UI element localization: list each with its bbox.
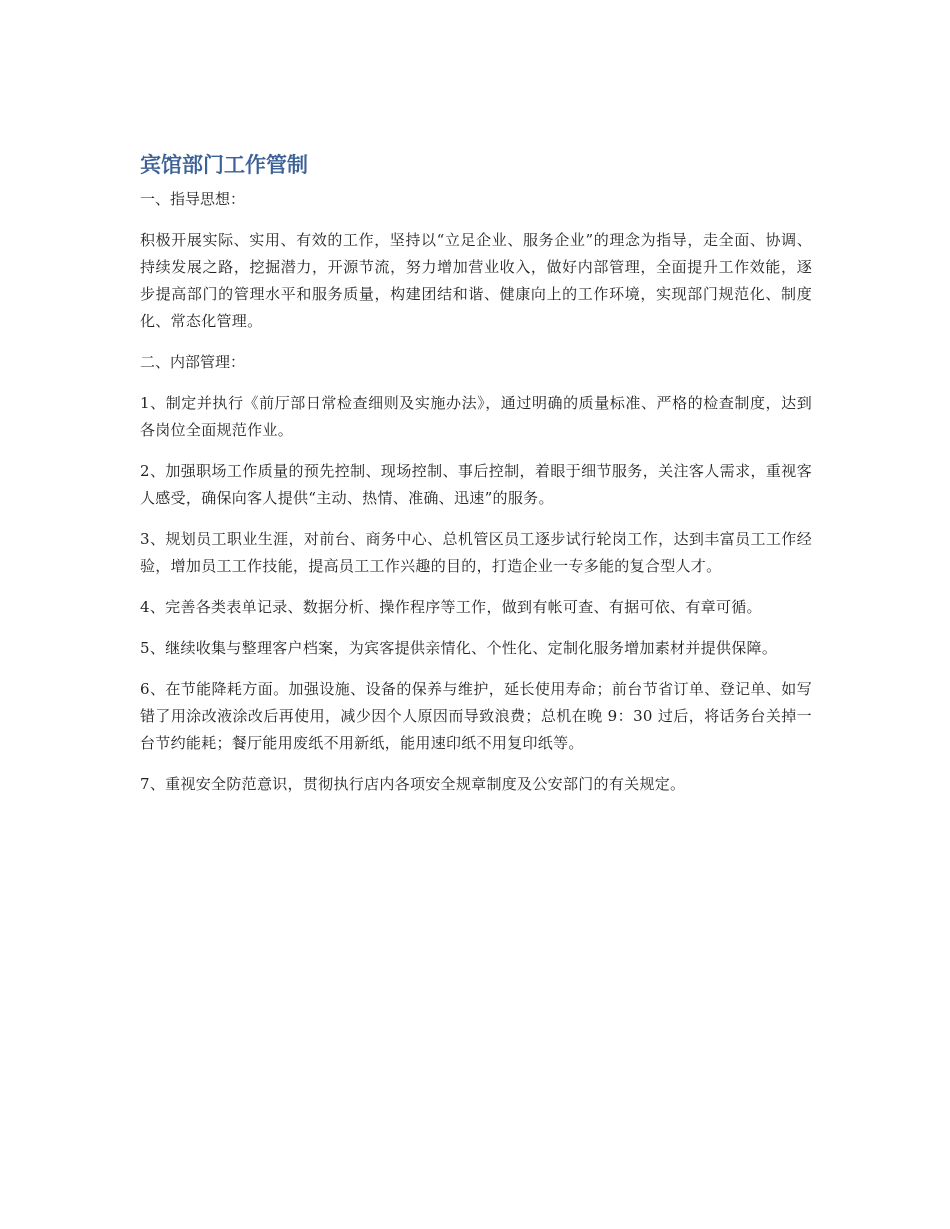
document-page [140, 150, 812, 812]
management-item-4: 4、完善各类表单记录、数据分析、操作程序等工作，做到有帐可查、有据可依、有章可循。 [140, 598, 762, 616]
section-heading-internal-management: 二、内部管理： [140, 353, 246, 371]
section-heading-guiding-ideology: 一、指导思想： [140, 190, 246, 208]
guiding-ideology-paragraph: 积极开展实际、实用、有效的工作，坚持以“立足企业、服务企业”的理念为指导，走全面、协调、持续发展之路，挖掘潜力，开源节流，努力增加营业收入，做好内部管理，全面提升工作效能，逐步提高部门的管理水平和服务质量，构建团结和谐、健康向上的工作环境，实现部门规范化、制度化、常态化管理。 [140, 231, 812, 330]
management-item-5: 5、继续收集与整理客户档案，为宾客提供亲情化、个性化、定制化服务增加素材并提供保障。 [140, 639, 778, 657]
document-title: 宾馆部门工作管制 [140, 153, 308, 177]
management-item-3: 3、规划员工职业生涯，对前台、商务中心、总机管区员工逐步试行轮岗工作，达到丰富员工工作经验，增加员工工作技能，提高员工工作兴趣的目的，打造企业一专多能的复合型人才。 [140, 530, 812, 575]
management-item-1: 1、制定并执行《前厅部日常检查细则及实施办法》，通过明确的质量标准、严格的检查制度，达到各岗位全面规范作业。 [140, 394, 812, 439]
management-item-6: 6、在节能降耗方面。加强设施、设备的保养与维护，延长使用寿命；前台节省订单、登记单、如写错了用涂改液涂改后再使用，减少因个人原因而导致浪费；总机在晚 9：30 过后，将话务台关掉一台节约能耗；餐厅能用废纸不用新纸，能用速印纸不用复印纸等。 [140, 680, 812, 752]
management-item-2: 2、加强职场工作质量的预先控制、现场控制、事后控制，着眼于细节服务，关注客人需求，重视客人感受，确保向客人提供“主动、热情、准确、迅速”的服务。 [140, 462, 812, 507]
management-item-7: 7、重视安全防范意识，贯彻执行店内各项安全规章制度及公安部门的有关规定。 [140, 775, 686, 793]
